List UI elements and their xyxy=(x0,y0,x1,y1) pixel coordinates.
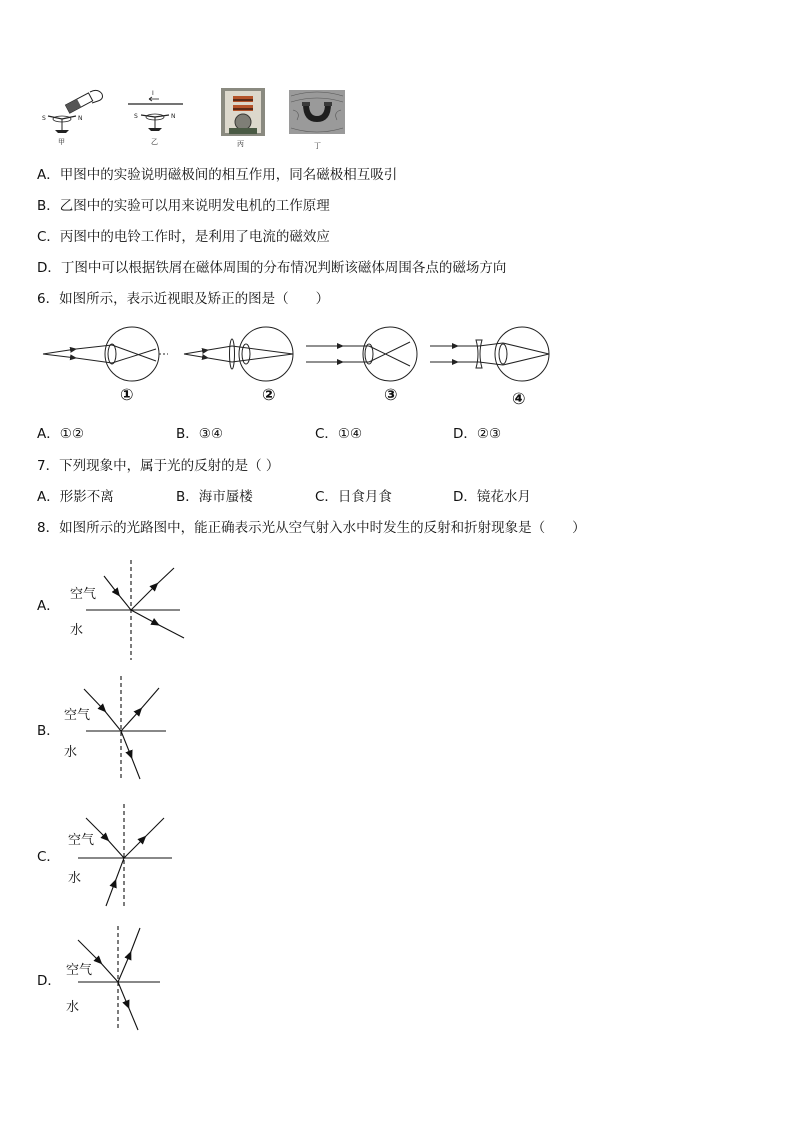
q8-diagram-c xyxy=(62,802,192,908)
q8-c-air-label: 空气 xyxy=(68,833,95,848)
fig3-caption: 丙 xyxy=(237,140,244,148)
q5-option-b[interactable]: B．乙图中的实验可以用来说明发电机的工作原理 xyxy=(37,198,330,214)
q7-option-a[interactable]: A．形影不离 xyxy=(37,489,114,505)
q5-option-c[interactable]: C．丙图中的电铃工作时，是利用了电流的磁效应 xyxy=(37,229,330,245)
figure-yi xyxy=(125,86,187,148)
q6-option-a[interactable]: A．①② xyxy=(37,426,84,442)
q8-a-air-label: 空气 xyxy=(70,587,97,602)
figure-bing-bell-photo xyxy=(221,88,265,150)
figure-ding-iron-filings-photo xyxy=(289,90,345,152)
q6-label-1: ① xyxy=(120,385,134,404)
q7-option-d[interactable]: D．镜花水月 xyxy=(453,489,531,505)
q8-diagram-b xyxy=(62,676,192,782)
q8-option-b[interactable]: B． xyxy=(37,723,60,739)
q8-b-air-label: 空气 xyxy=(64,708,91,723)
q8-diagram-d xyxy=(62,926,192,1032)
fig2-caption: 乙 xyxy=(151,138,158,146)
q6-eye-diagrams xyxy=(38,318,558,412)
fig4-caption: 丁 xyxy=(314,142,321,150)
q5-option-a[interactable]: A．甲图中的实验说明磁极间的相互作用，同名磁极相互吸引 xyxy=(37,167,398,183)
q8-d-air-label: 空气 xyxy=(66,963,93,978)
fig1-n-label: N xyxy=(78,115,83,122)
q8-option-c[interactable]: C． xyxy=(37,849,60,865)
q6-label-3: ③ xyxy=(384,385,398,404)
q6-label-4: ④ xyxy=(512,389,526,408)
q8-option-a[interactable]: A． xyxy=(37,598,60,614)
q8-c-water-label: 水 xyxy=(68,871,82,886)
q8-d-water-label: 水 xyxy=(66,1000,80,1015)
q6-stem: 6．如图所示，表示近视眼及矫正的图是（ ） xyxy=(37,291,330,307)
q6-option-b[interactable]: B．③④ xyxy=(176,426,223,442)
q7-stem: 7．下列现象中，属于光的反射的是（ ） xyxy=(37,458,280,474)
fig2-n-label: N xyxy=(171,113,176,120)
q5-option-d[interactable]: D．丁图中可以根据铁屑在磁体周围的分布情况判断该磁体周围各点的磁场方向 xyxy=(37,260,507,276)
q8-b-water-label: 水 xyxy=(64,745,78,760)
q8-a-water-label: 水 xyxy=(70,623,84,638)
q6-label-2: ② xyxy=(262,385,276,404)
fig2-s-label: S xyxy=(134,113,138,120)
q8-option-d[interactable]: D． xyxy=(37,973,61,989)
q6-option-d[interactable]: D．②③ xyxy=(453,426,502,442)
q7-option-b[interactable]: B．海市蜃楼 xyxy=(176,489,253,505)
q8-diagram-a xyxy=(62,556,192,662)
fig2-current-label: I xyxy=(152,90,154,97)
q7-option-c[interactable]: C．日食月食 xyxy=(315,489,392,505)
figure-jia xyxy=(38,86,110,148)
q8-stem: 8．如图所示的光路图中，能正确表示光从空气射入水中时发生的反射和折射现象是（ ） xyxy=(37,520,586,536)
q6-option-c[interactable]: C．①④ xyxy=(315,426,363,442)
fig1-s-label: S xyxy=(42,115,46,122)
fig1-caption: 甲 xyxy=(58,138,65,146)
